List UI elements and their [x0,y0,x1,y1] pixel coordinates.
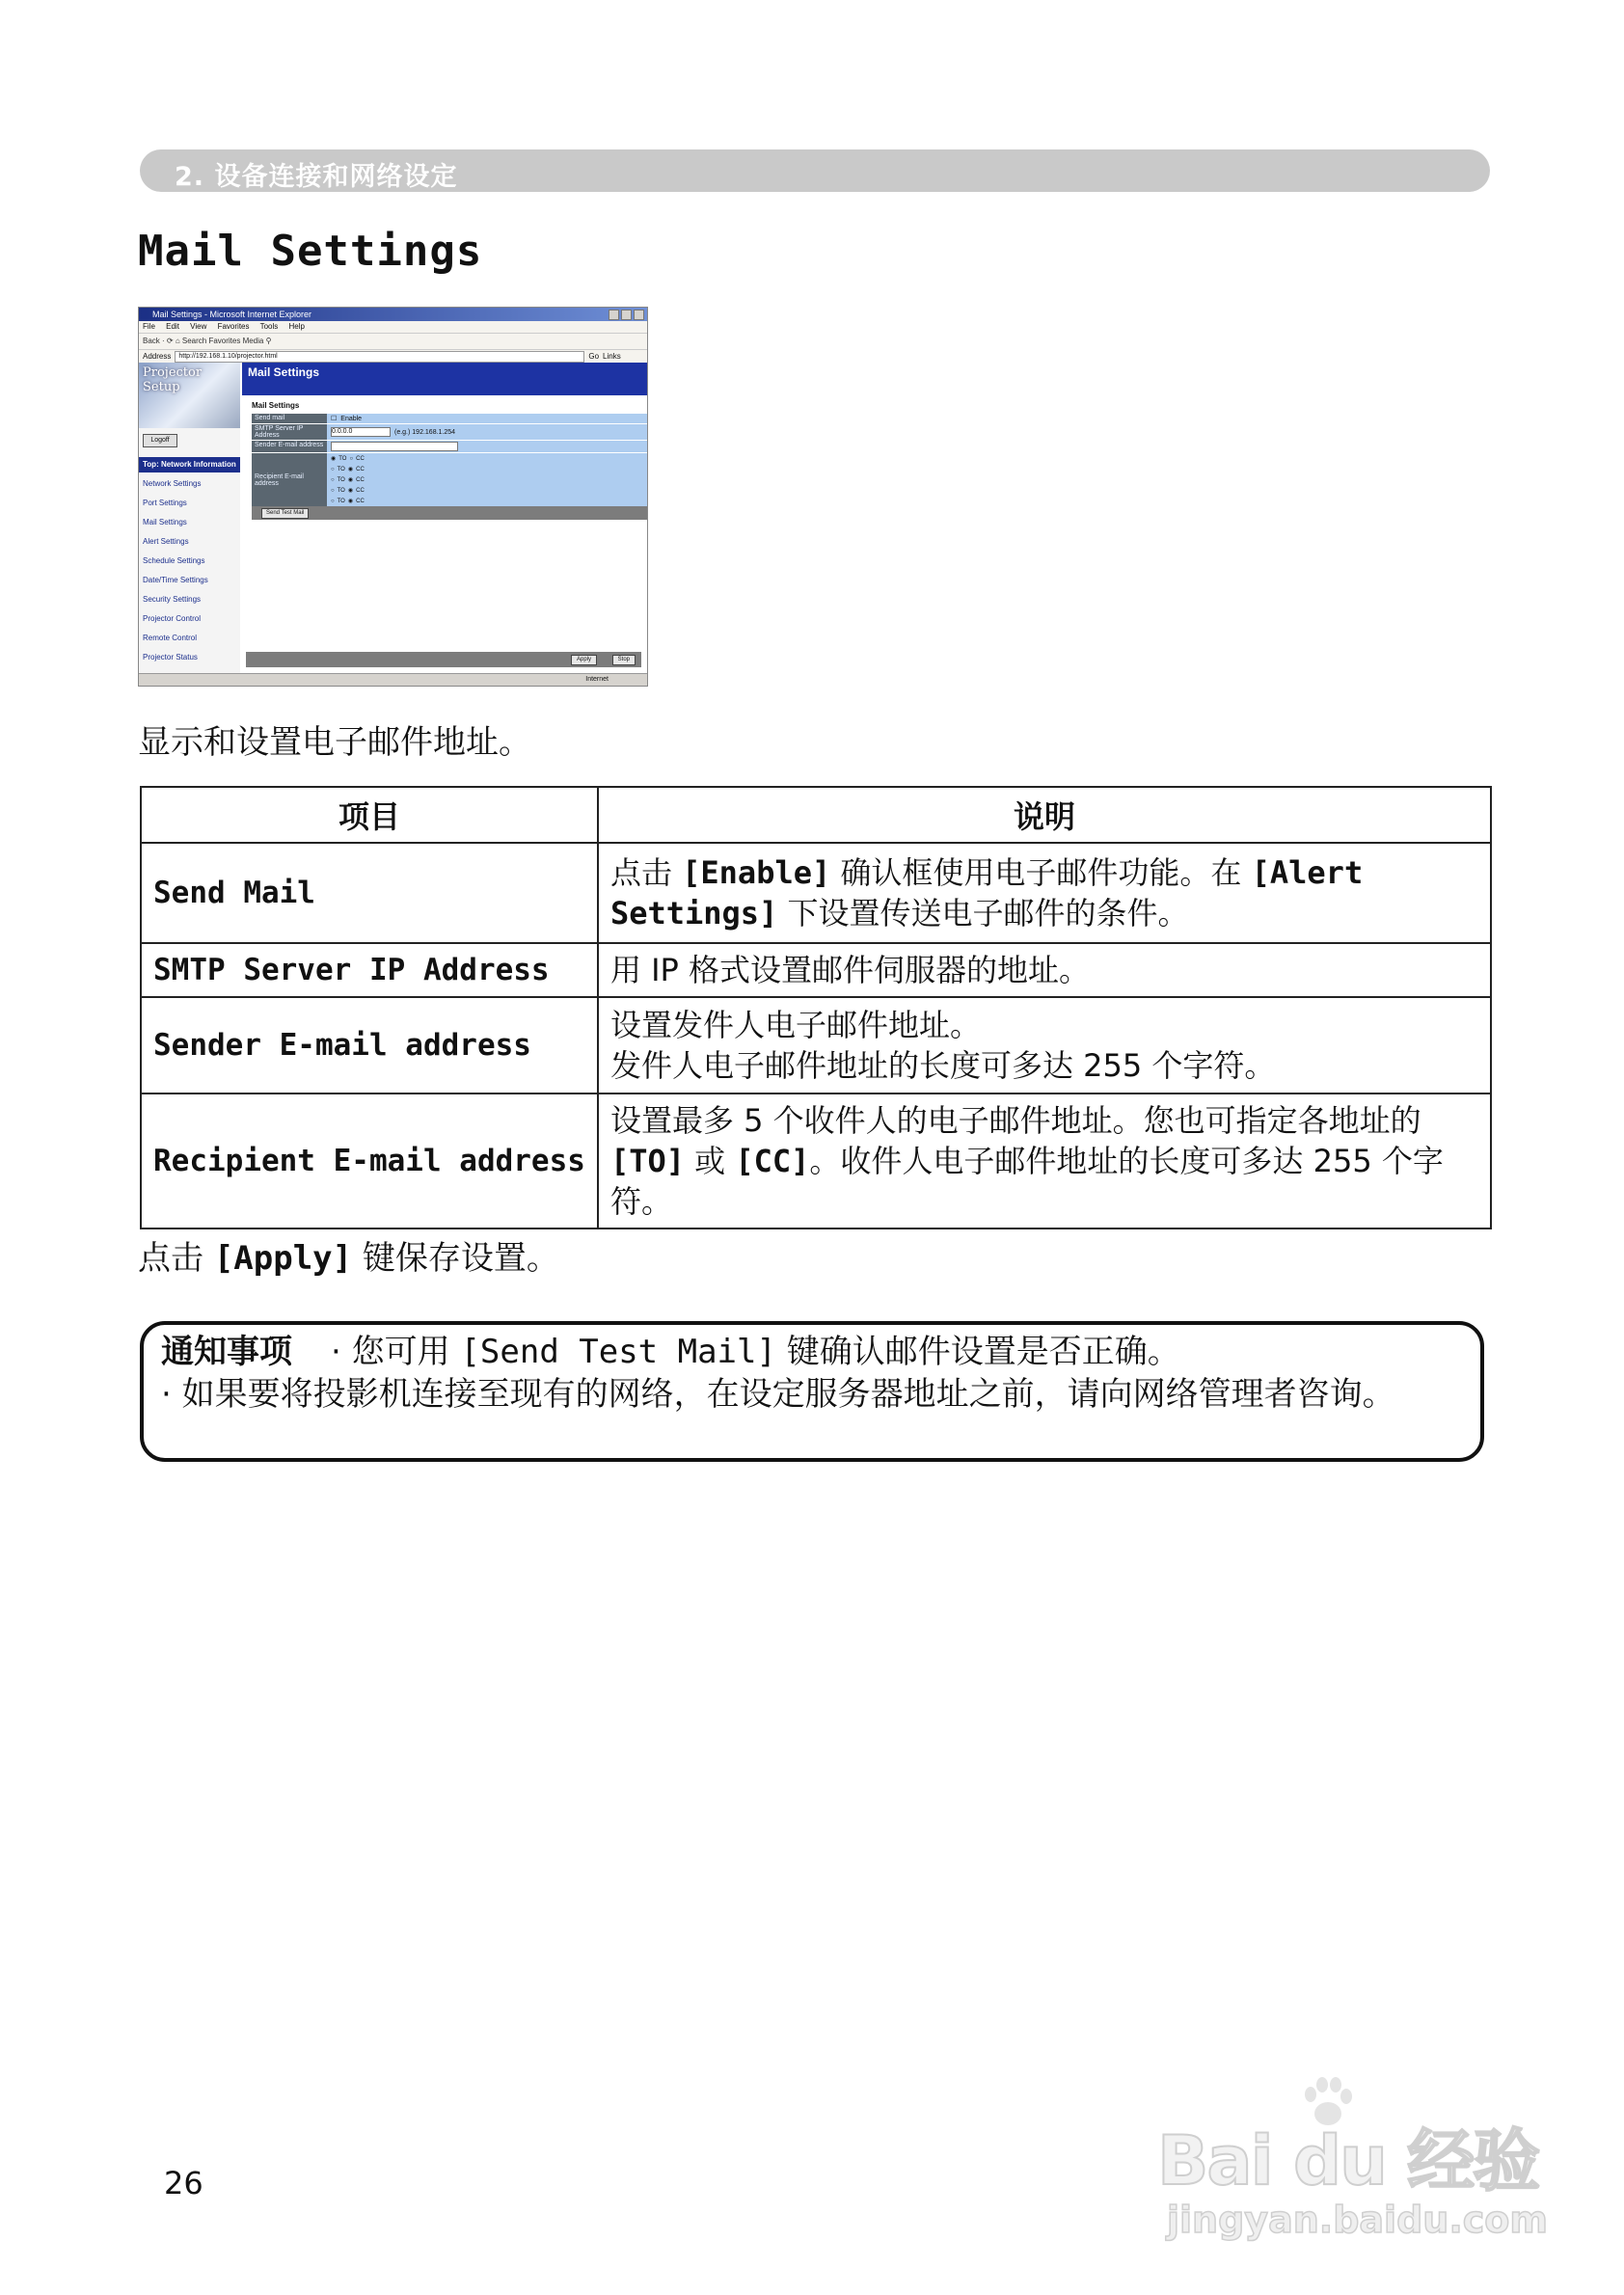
table-row [141,997,1491,1094]
to-label: TO [337,466,345,472]
recipient-line [327,496,647,506]
desc-text: 点击 [609,854,683,891]
nav-alert-settings: Alert Settings [143,537,189,546]
send-mail-value [327,414,647,423]
form-row-smtp [252,424,647,441]
notice-box [140,1321,1484,1462]
logoff-button: Logoff [143,434,177,447]
row-desc-sender [598,997,1491,1094]
notice-title: 通知事项 [161,1333,292,1371]
brand-logo: Projector Setup [139,363,240,428]
table-header-row [141,787,1491,843]
screenshot-content [139,363,647,674]
cc-label: CC [356,455,365,462]
radio-icon: ◉ [347,477,354,483]
screenshot-statusbar [139,673,647,686]
go-label: Go [588,352,600,361]
nav-projector-status: Projector Status [143,653,198,662]
row-desc-smtp: 用 IP 格式设置邮件伺服器的地址。 [598,943,1491,997]
settings-table [140,786,1492,1229]
radio-icon: ◉ [347,488,354,494]
minimize-icon [609,310,619,320]
to-label: TO [337,498,345,504]
cc-label: CC [356,466,365,472]
recipient-line [327,453,647,464]
desc-text: 确认框使用电子邮件功能。在 [830,854,1252,891]
form-row-send-mail [252,414,647,424]
intro-text: 显示和设置电子邮件地址。 [138,723,531,762]
recipient-field [367,499,474,504]
section-header-bar [140,149,1490,192]
nav-mail-settings: Mail Settings [143,518,187,526]
recipient-line [327,474,647,485]
close-icon [634,310,644,320]
desc-line: 发件人电子邮件地址的长度可多达 255 个字符。 [609,1047,1276,1084]
nav-schedule-settings: Schedule Settings [143,556,205,565]
apply-bar [246,652,641,667]
sender-value [327,441,647,452]
notice-text: · 您可用 [331,1333,461,1371]
sender-field [331,442,458,451]
row-item-sender: Sender E-mail address [141,997,598,1094]
row-item-send-mail: Send Mail [141,843,598,943]
screenshot-subheader: Mail Settings [252,401,300,410]
desc-text: 或 [685,1143,736,1179]
stop-button: Stop [612,655,636,665]
watermark-logo: Bai du 经验 [1157,2121,1539,2200]
menu-view: View [190,322,207,331]
smtp-label: SMTP Server IP Address [252,424,327,440]
notice-line-1 [161,1331,1463,1373]
table-row [141,943,1491,997]
embedded-screenshot [138,307,648,687]
cc-label: CC [356,476,365,483]
status-zone: Internet [585,676,609,683]
form-row-recipients [252,453,647,506]
test-mail-bar [252,506,647,520]
screenshot-toolbar: Back · ⟳ ⌂ Search Favorites Media ⚲ [139,334,647,350]
radio-icon: ○ [349,455,354,462]
desc-keyword: [TO] [609,1143,685,1179]
menu-file: File [143,322,155,331]
apply-instruction [138,1231,559,1279]
row-desc-send-mail [598,843,1491,943]
nav-datetime-settings: Date/Time Settings [143,576,208,584]
radio-icon: ◉ [347,467,354,472]
desc-text: 下设置传送电子邮件的条件。 [777,895,1189,932]
to-label: TO [337,476,345,483]
sidebar-top-network-info: Top: Network Information [139,457,240,472]
checkbox-icon: ☐ [331,416,338,422]
send-test-mail-button: Send Test Mail [261,508,309,519]
screenshot-titlebar [139,308,647,321]
nav-network-settings: Network Settings [143,479,202,488]
recipient-field [367,488,474,494]
desc-keyword: [Enable] [682,854,831,891]
desc-keyword: [CC] [735,1143,810,1179]
recipient-field [367,477,474,483]
recipient-field [367,467,474,472]
radio-icon: ○ [331,466,335,472]
table-row [141,843,1491,943]
smtp-value [327,424,647,440]
radio-icon: ○ [331,476,335,483]
apply-button: Apply [571,655,597,665]
section-label: 2. 设备连接和网络设定 [175,162,458,192]
window-controls [609,310,644,320]
notice-line-2: · 如果要将投影机连接至现有的网络，在设定服务器地址之前，请向网络管理者咨询。 [161,1375,1395,1414]
radio-icon: ○ [331,487,335,494]
desc-text: 设置最多 5 个收件人的电子邮件地址。您也可指定各地址的 [609,1102,1421,1139]
cc-label: CC [356,487,365,494]
smtp-hint: (e.g.) 192.168.1.254 [394,428,456,436]
screenshot-window-title: Mail Settings - Microsoft Internet Explorer [152,310,312,319]
page-title: Mail Settings [138,227,483,276]
radio-icon: ○ [331,498,335,504]
address-label: Address [143,352,172,361]
instruction-text: 键保存设置。 [352,1239,559,1278]
sender-label: Sender E-mail address [252,441,327,452]
notice-text: 键确认邮件设置是否正确。 [775,1333,1180,1371]
radio-icon: ◉ [347,499,354,504]
radio-icon: ◉ [331,456,337,462]
to-label: TO [337,487,345,494]
menu-tools: Tools [259,322,279,331]
cc-label: CC [356,498,365,504]
menu-help: Help [288,322,305,331]
form-row-sender [252,441,647,453]
smtp-field: 0.0.0.0 [331,427,391,437]
table-row [141,1094,1491,1228]
desc-keyword: [Alert Settings] [609,854,1364,932]
notice-keyword: [Send Test Mail] [460,1333,776,1371]
maximize-icon [621,310,632,320]
enable-label: Enable [340,415,363,422]
baidu-watermark [1157,2073,1548,2247]
row-item-recipient: Recipient E-mail address [141,1094,598,1228]
screenshot-menubar [139,321,647,334]
header-item: 项目 [141,787,598,843]
address-url: http://192.168.1.10/projector.html [175,351,584,363]
page-number: 26 [164,2165,203,2201]
recipient-lines [327,453,647,506]
nav-port-settings: Port Settings [143,499,187,507]
screenshot-sidebar [139,363,240,674]
menu-edit: Edit [166,322,179,331]
instruction-text: 点击 [138,1239,214,1278]
recipient-line [327,485,647,496]
nav-security-settings: Security Settings [143,595,202,604]
screenshot-main [242,363,647,674]
desc-text: 。收件人电子邮件地址的长度可多达 255 个字符。 [609,1143,1444,1220]
row-desc-recipient [598,1094,1491,1228]
sidebar-nav [139,472,240,669]
nav-remote-control: Remote Control [143,634,198,642]
header-description: 说明 [598,787,1491,843]
links-label: Links [603,352,621,361]
row-item-smtp: SMTP Server IP Address [141,943,598,997]
nav-projector-control: Projector Control [143,614,202,623]
instruction-keyword: [Apply] [213,1239,353,1278]
desc-line: 设置发件人电子邮件地址。 [609,1007,981,1043]
to-label: TO [338,455,347,462]
send-mail-label: Send mail [252,414,327,423]
recipient-field [367,456,474,462]
watermark-url: jingyan.baidu.com [1167,2199,1548,2241]
recipient-line [327,464,647,474]
menu-favorites: Favorites [217,322,250,331]
recipient-label: Recipient E-mail address [252,453,327,506]
mail-settings-form [252,414,647,506]
screenshot-header: Mail Settings [242,363,647,395]
